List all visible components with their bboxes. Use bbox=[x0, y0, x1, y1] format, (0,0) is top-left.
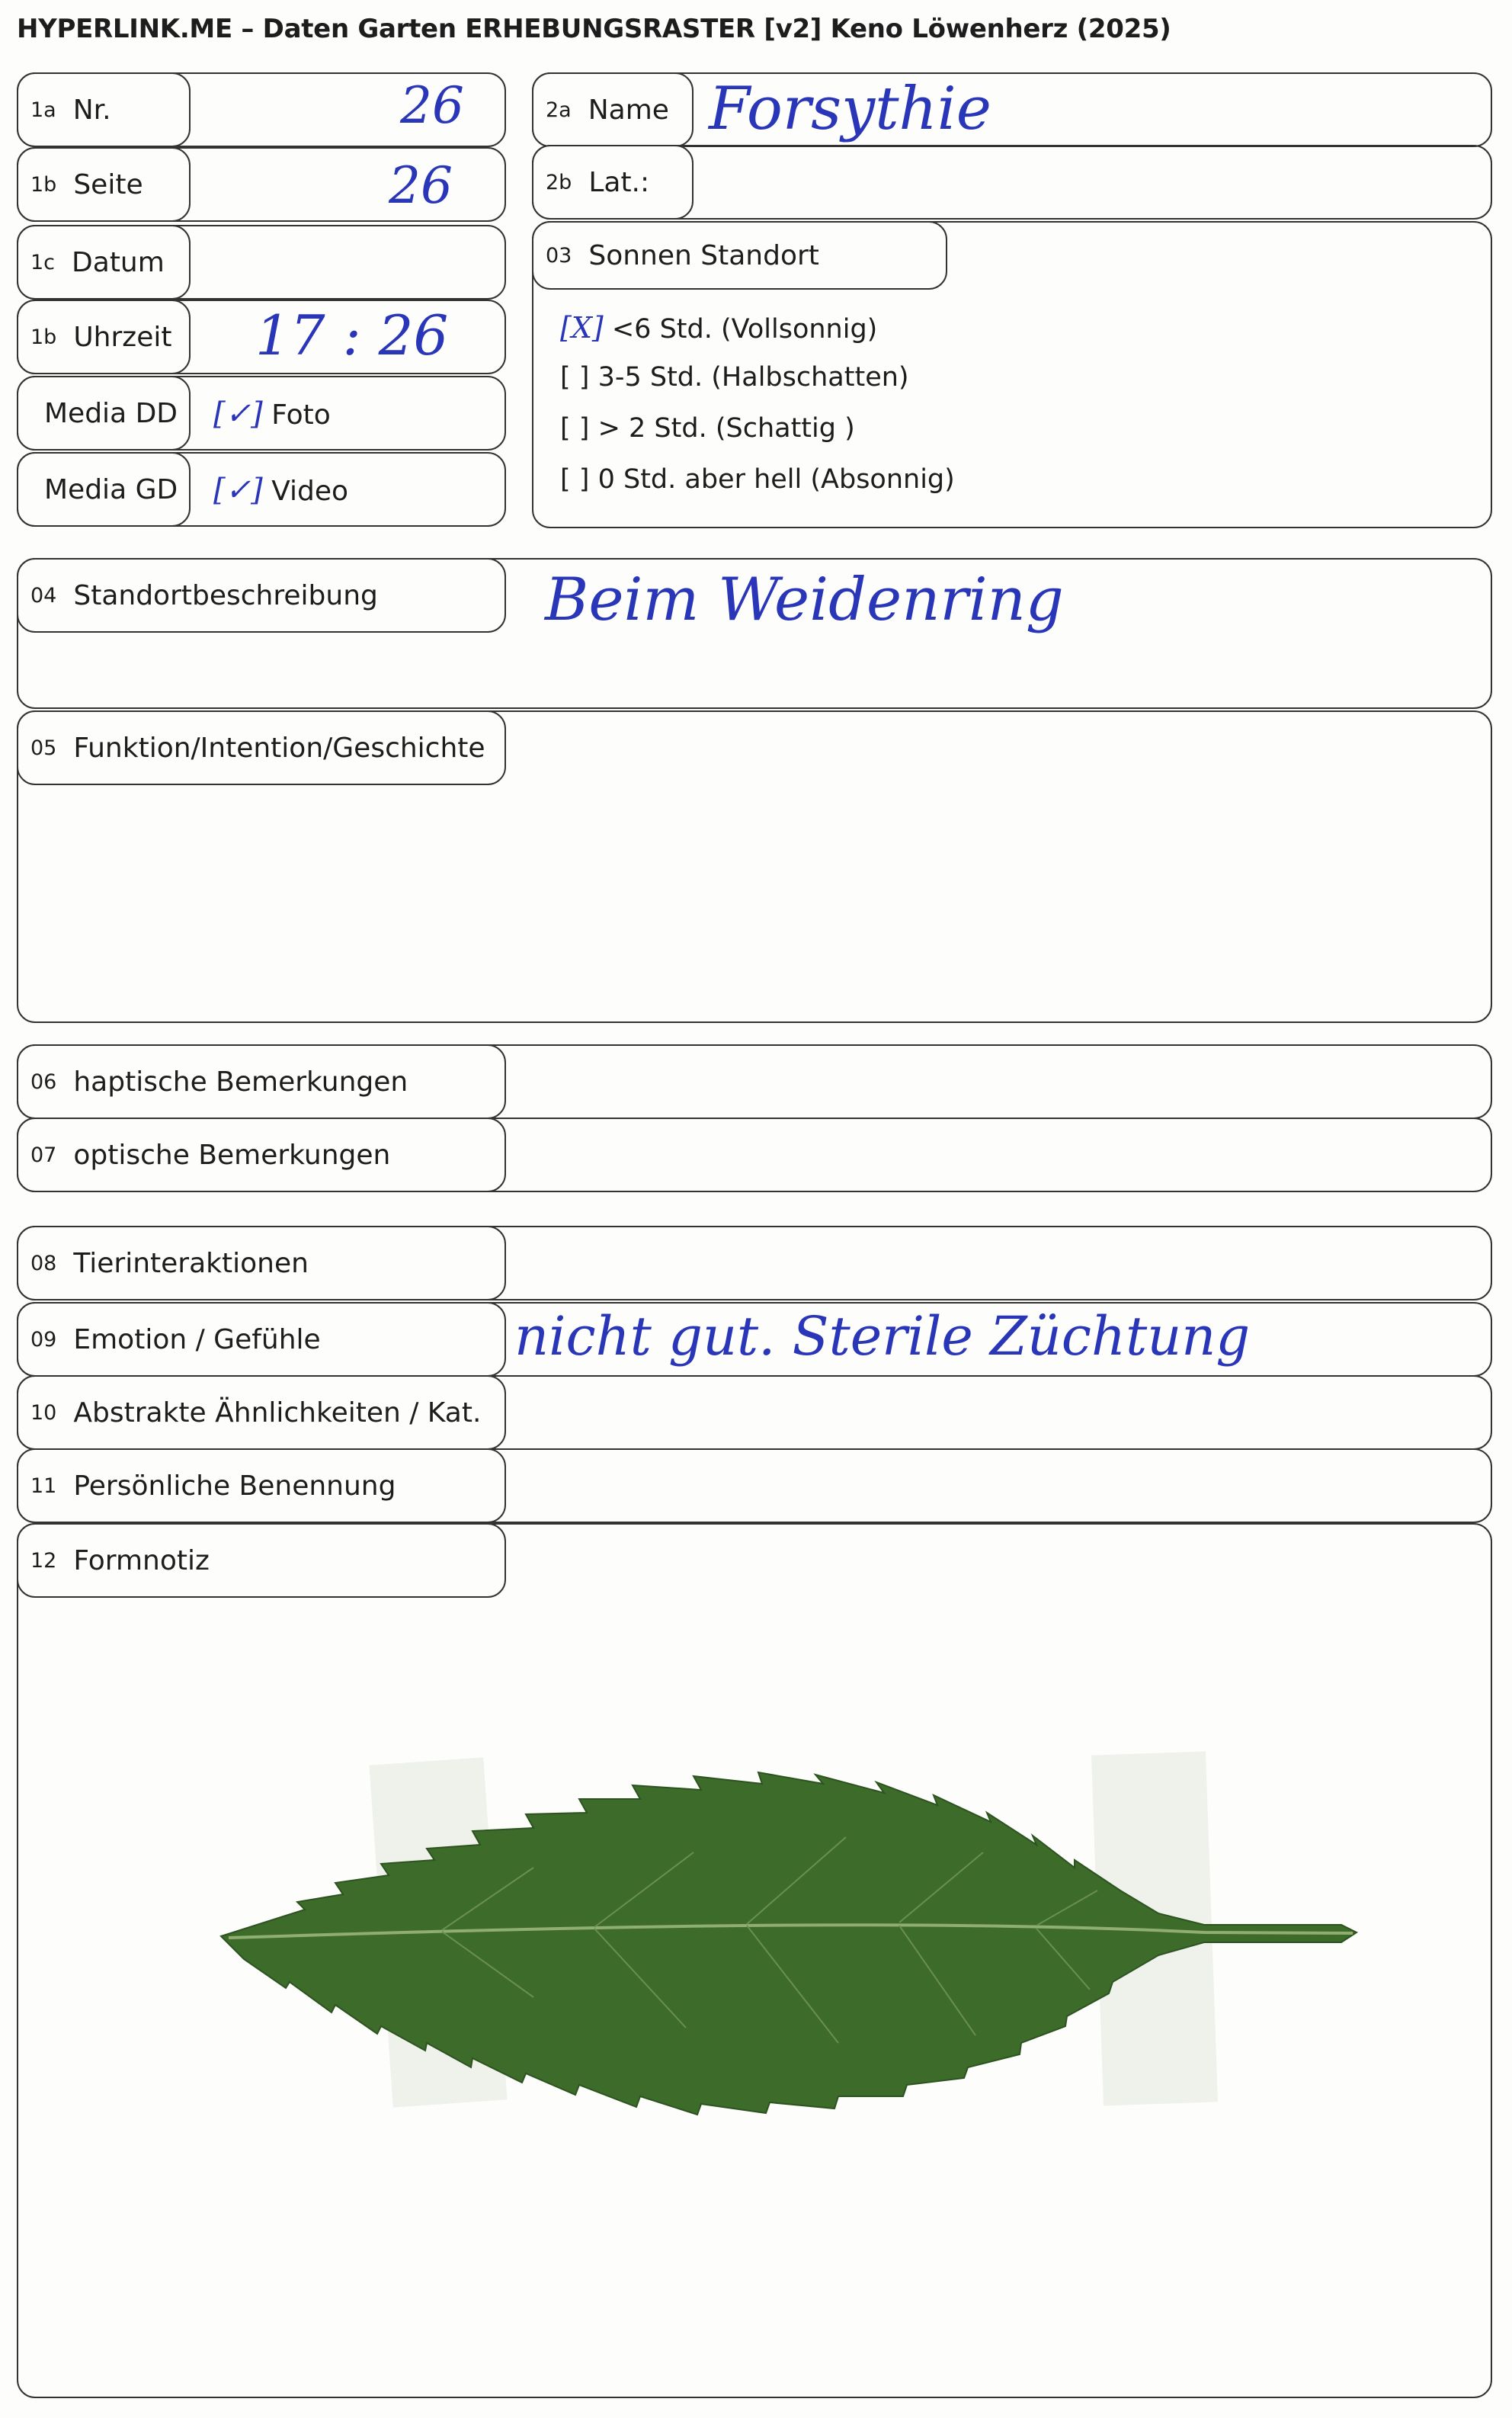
sun-option-4[interactable]: [ ] 0 Std. aber hell (Absonnig) bbox=[560, 464, 955, 495]
sun-option-2[interactable]: [ ] 3-5 Std. (Halbschatten) bbox=[560, 362, 909, 393]
sun-option-1[interactable]: [X] <6 Std. (Vollsonnig) bbox=[560, 311, 878, 345]
lat-label: 2b Lat.: bbox=[532, 145, 694, 220]
page-title: HYPERLINK.ME – Daten Garten ERHEBUNGSRASTER [v2] Keno Löwenherz (2025) bbox=[17, 14, 1171, 44]
optische-label: 07 optische Bemerkungen bbox=[17, 1118, 506, 1192]
media-gd-label: Media GD bbox=[17, 452, 191, 527]
leaf-specimen bbox=[213, 1738, 1387, 2134]
standortbeschreibung-label: 04 Standortbeschreibung bbox=[17, 558, 506, 633]
uhrzeit-label: 1b Uhrzeit bbox=[17, 300, 191, 374]
emotion-value: nicht gut. Sterile Züchtung bbox=[514, 1305, 1251, 1368]
uhrzeit-value: 17 : 26 bbox=[255, 303, 449, 367]
abstrakte-label: 10 Abstrakte Ähnlichkeiten / Kat. bbox=[17, 1375, 506, 1450]
haptische-label: 06 haptische Bemerkungen bbox=[17, 1044, 506, 1119]
nr-label: 1a Nr. bbox=[17, 72, 191, 147]
tierinteraktionen-label: 08 Tierinteraktionen bbox=[17, 1226, 506, 1300]
sun-option-3[interactable]: [ ] > 2 Std. (Schattig ) bbox=[560, 413, 855, 444]
seite-label: 1b Seite bbox=[17, 147, 191, 222]
datum-label: 1c Datum bbox=[17, 225, 191, 300]
name-value: Forsythie bbox=[709, 75, 991, 143]
video-checkbox[interactable]: [✓] Video bbox=[213, 473, 349, 508]
seite-value: 26 bbox=[389, 156, 453, 215]
name-label: 2a Name bbox=[532, 72, 694, 147]
funktion-label: 05 Funktion/Intention/Geschichte bbox=[17, 710, 506, 785]
media-dd-label: Media DD bbox=[17, 376, 191, 451]
formnotiz-label: 12 Formnotiz bbox=[17, 1523, 506, 1598]
benennung-label: 11 Persönliche Benennung bbox=[17, 1448, 506, 1523]
foto-checkbox[interactable]: [✓] Foto bbox=[213, 396, 331, 431]
emotion-label: 09 Emotion / Gefühle bbox=[17, 1302, 506, 1377]
sonnen-standort-label: 03 Sonnen Standort bbox=[532, 221, 947, 290]
nr-value: 26 bbox=[400, 76, 464, 135]
standortbeschreibung-value: Beim Weidenring bbox=[545, 566, 1064, 634]
